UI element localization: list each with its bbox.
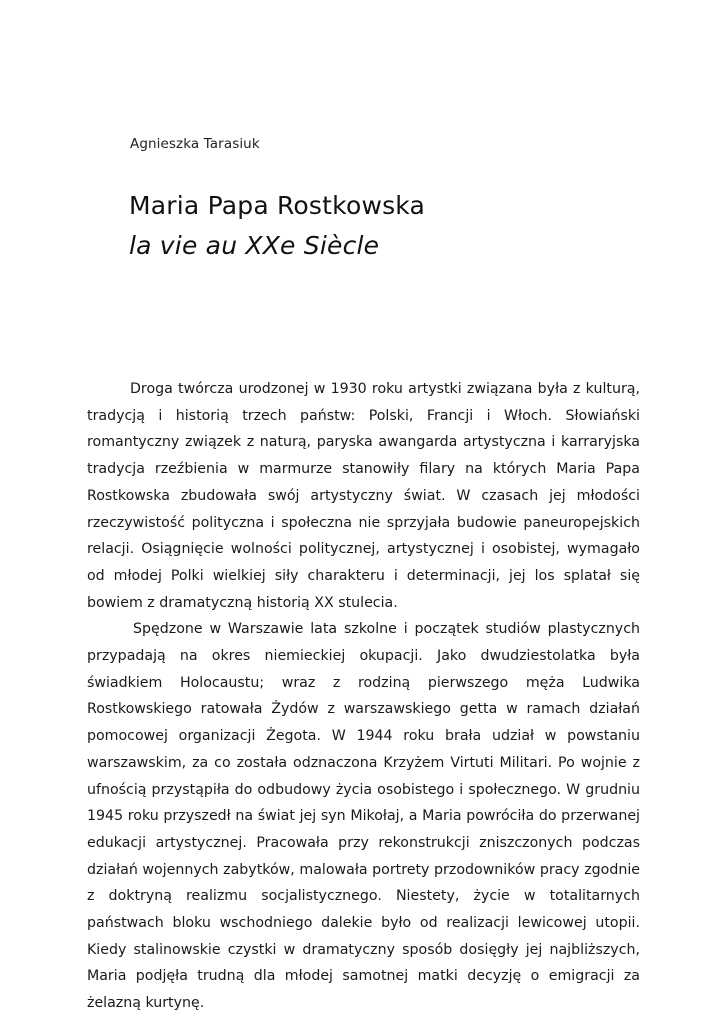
title-block [129,186,425,266]
author-name: Agnieszka Tarasiuk [130,136,260,152]
document-title: Maria Papa Rostkowska [129,191,426,220]
document-subtitle: la vie au XXe Siècle [129,231,380,260]
paragraph: Droga twórcza urodzonej w 1930 roku artystki związana była z kulturą, tradycją i historią trzech państw: Polski, Francji i Włoch. Słowiański romantyczny związek z naturą, paryska awangarda artystyczna i karraryjska tradycja rzeźbienia w marmurze stanowiły filary na których Maria Papa Rostkowska zbudowała swój artystyczny świat. W czasach jej młodości rzeczywistość polityczna i społeczna nie sprzyjała budowie paneuropejskich relacji. Osiągnięcie wolności politycznej, artystycznej i osobistej, wymagało od młodej Polki wielkiej siły charakteru i determinacji, jej los splatał się bowiem z dramatyczną historią XX stulecia. [87,381,640,611]
paragraph: Spędzone w Warszawie lata szkolne i początek studiów plastycznych przypadają na okres niemieckiej okupacji. Jako dwudziestolatka była świadkiem Holocaustu; wraz z rodziną pierwszego męża Ludwika Rostkowskiego ratowała Żydów z warszawskiego getta w ramach działań pomocowej organizacji Żegota. W 1944 roku brała udział w powstaniu warszawskim, za co została odznaczona Krzyżem Virtuti Militari. Po wojnie z ufnością przystąpiła do odbudowy życia osobistego i społecznego. W grudniu 1945 roku przyszedł na świat jej syn Mikołaj, a Maria powróciła do przerwanej edukacji artystycznej. Pracowała przy rekonstrukcji zniszczonych podczas działań wojennych zabytków, malowała portrety przodowników pracy zgodnie z doktryną realizmu socjalistycznego. Niestety, życie w totalitarnych państwach bloku wschodniego dalekie było od realizacji lewicowej utopii. Kiedy stalinowskie czystki w dramatyczny sposób dosięgły jej najbliższych, Maria podjęła trudną dla młodej samotnej matki decyzję o emigracji za żelazną kurtynę. [87,621,640,1012]
body-text [87,376,640,1017]
